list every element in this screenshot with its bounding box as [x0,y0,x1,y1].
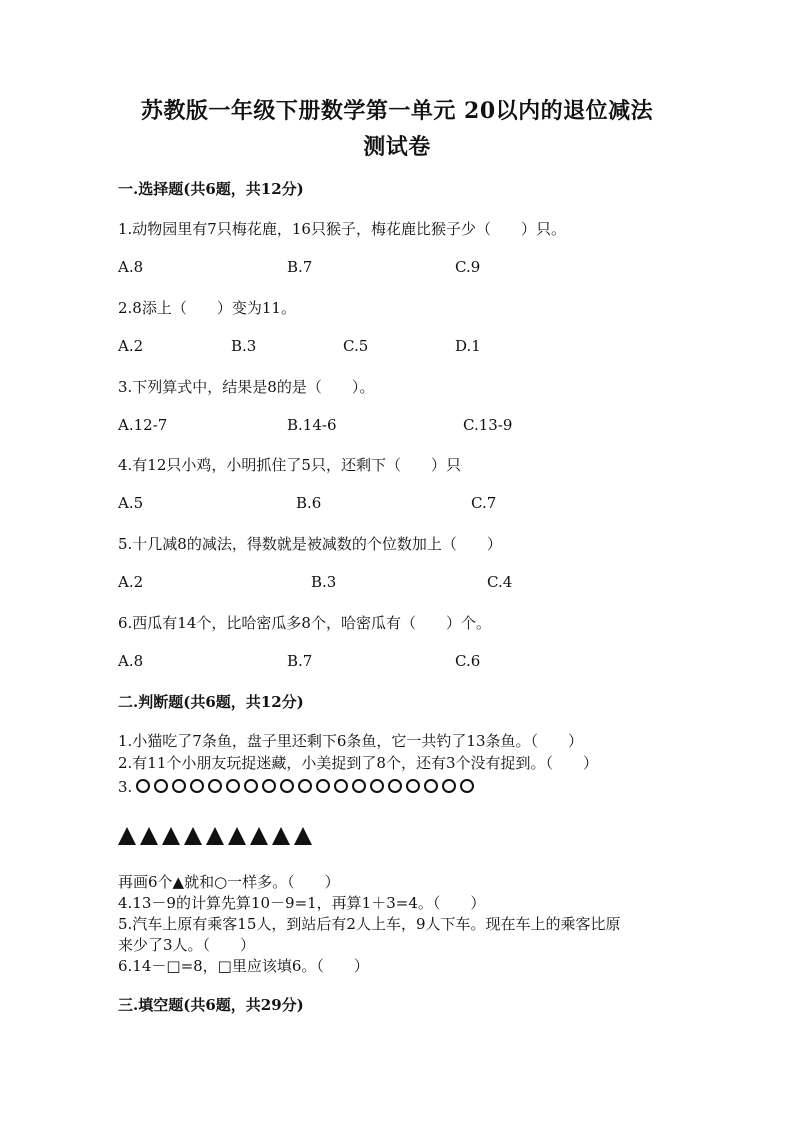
question-text: 5.十几减8的减法，得数就是被减数的个位数加上（ ） [118,535,502,553]
triangle-row [118,827,316,845]
circle-shape [208,779,222,793]
option-b: B.3 [231,337,257,355]
circle-shape [424,779,438,793]
option-c: C.4 [487,573,513,591]
triangle-shape [228,827,246,845]
circle-shape [388,779,402,793]
triangle-shape [250,827,268,845]
circle-shape [262,779,276,793]
circle-shape [316,779,330,793]
question-text: 来少了3人。（ ） [118,936,256,954]
option-a: A.2 [118,573,144,591]
triangle-shape [206,827,224,845]
exam-title-line2: 测试卷 [363,134,431,160]
circle-shape [244,779,258,793]
circle-shape [190,779,204,793]
question-text: 2.有11个小朋友玩捉迷藏，小美捉到了8个，还有3个没有捉到。（ ） [118,754,598,772]
circle-shape [406,779,420,793]
question-text: 4.13－9的计算先算10－9=1，再算1＋3=4。（ ） [118,894,486,912]
triangle-shape [140,827,158,845]
option-c: C.5 [343,337,369,355]
option-a: A.12-7 [118,416,168,434]
question-text: 再画6个▲就和○一样多。（ ） [118,873,340,891]
question-number: 3. [118,778,133,796]
question-text: 3.下列算式中，结果是8的是（ ）。 [118,378,375,396]
question-text: 1.小猫吃了7条鱼，盘子里还剩下6条鱼，它一共钓了13条鱼。（ ） [118,732,583,750]
question-text: 6.14－□=8，□里应该填6。（ ） [118,957,369,975]
option-c: C.13-9 [463,416,513,434]
option-a: A.8 [118,258,144,276]
section-heading-judge: 二.判断题(共6题，共12分) [118,693,304,711]
option-b: B.3 [311,573,337,591]
circle-shape [370,779,384,793]
circle-shape [442,779,456,793]
option-a: A.8 [118,652,144,670]
option-b: B.7 [287,652,313,670]
option-d: D.1 [455,337,481,355]
triangle-shape [272,827,290,845]
circle-shape [334,779,348,793]
triangle-shape [184,827,202,845]
triangle-shape [118,827,136,845]
question-text: 4.有12只小鸡，小明抓住了5只，还剩下（ ）只 [118,456,461,474]
circle-row [136,779,478,793]
triangle-shape [162,827,180,845]
circle-shape [280,779,294,793]
circle-shape [136,779,150,793]
option-c: C.6 [455,652,481,670]
section-heading-choice: 一.选择题(共6题，共12分) [118,180,304,198]
option-b: B.14-6 [287,416,337,434]
circle-shape [298,779,312,793]
circle-shape [460,779,474,793]
option-a: A.5 [118,494,144,512]
section-heading-fill: 三.填空题(共6题，共29分) [118,996,304,1014]
question-text: 6.西瓜有14个，比哈密瓜多8个，哈密瓜有（ ）个。 [118,614,491,632]
option-b: B.7 [287,258,313,276]
option-c: C.7 [471,494,497,512]
circle-shape [226,779,240,793]
option-b: B.6 [296,494,322,512]
circle-shape [352,779,366,793]
question-text: 5.汽车上原有乘客15人，到站后有2人上车，9人下车。现在车上的乘客比原 [118,915,621,933]
exam-title-line1: 苏教版一年级下册数学第一单元 20以内的退位减法 [140,98,654,124]
question-text: 2.8添上（ ）变为11。 [118,299,296,317]
option-c: C.9 [455,258,481,276]
question-text: 1.动物园里有7只梅花鹿，16只猴子，梅花鹿比猴子少（ ）只。 [118,220,566,238]
option-a: A.2 [118,337,144,355]
circle-shape [172,779,186,793]
circle-shape [154,779,168,793]
triangle-shape [294,827,312,845]
